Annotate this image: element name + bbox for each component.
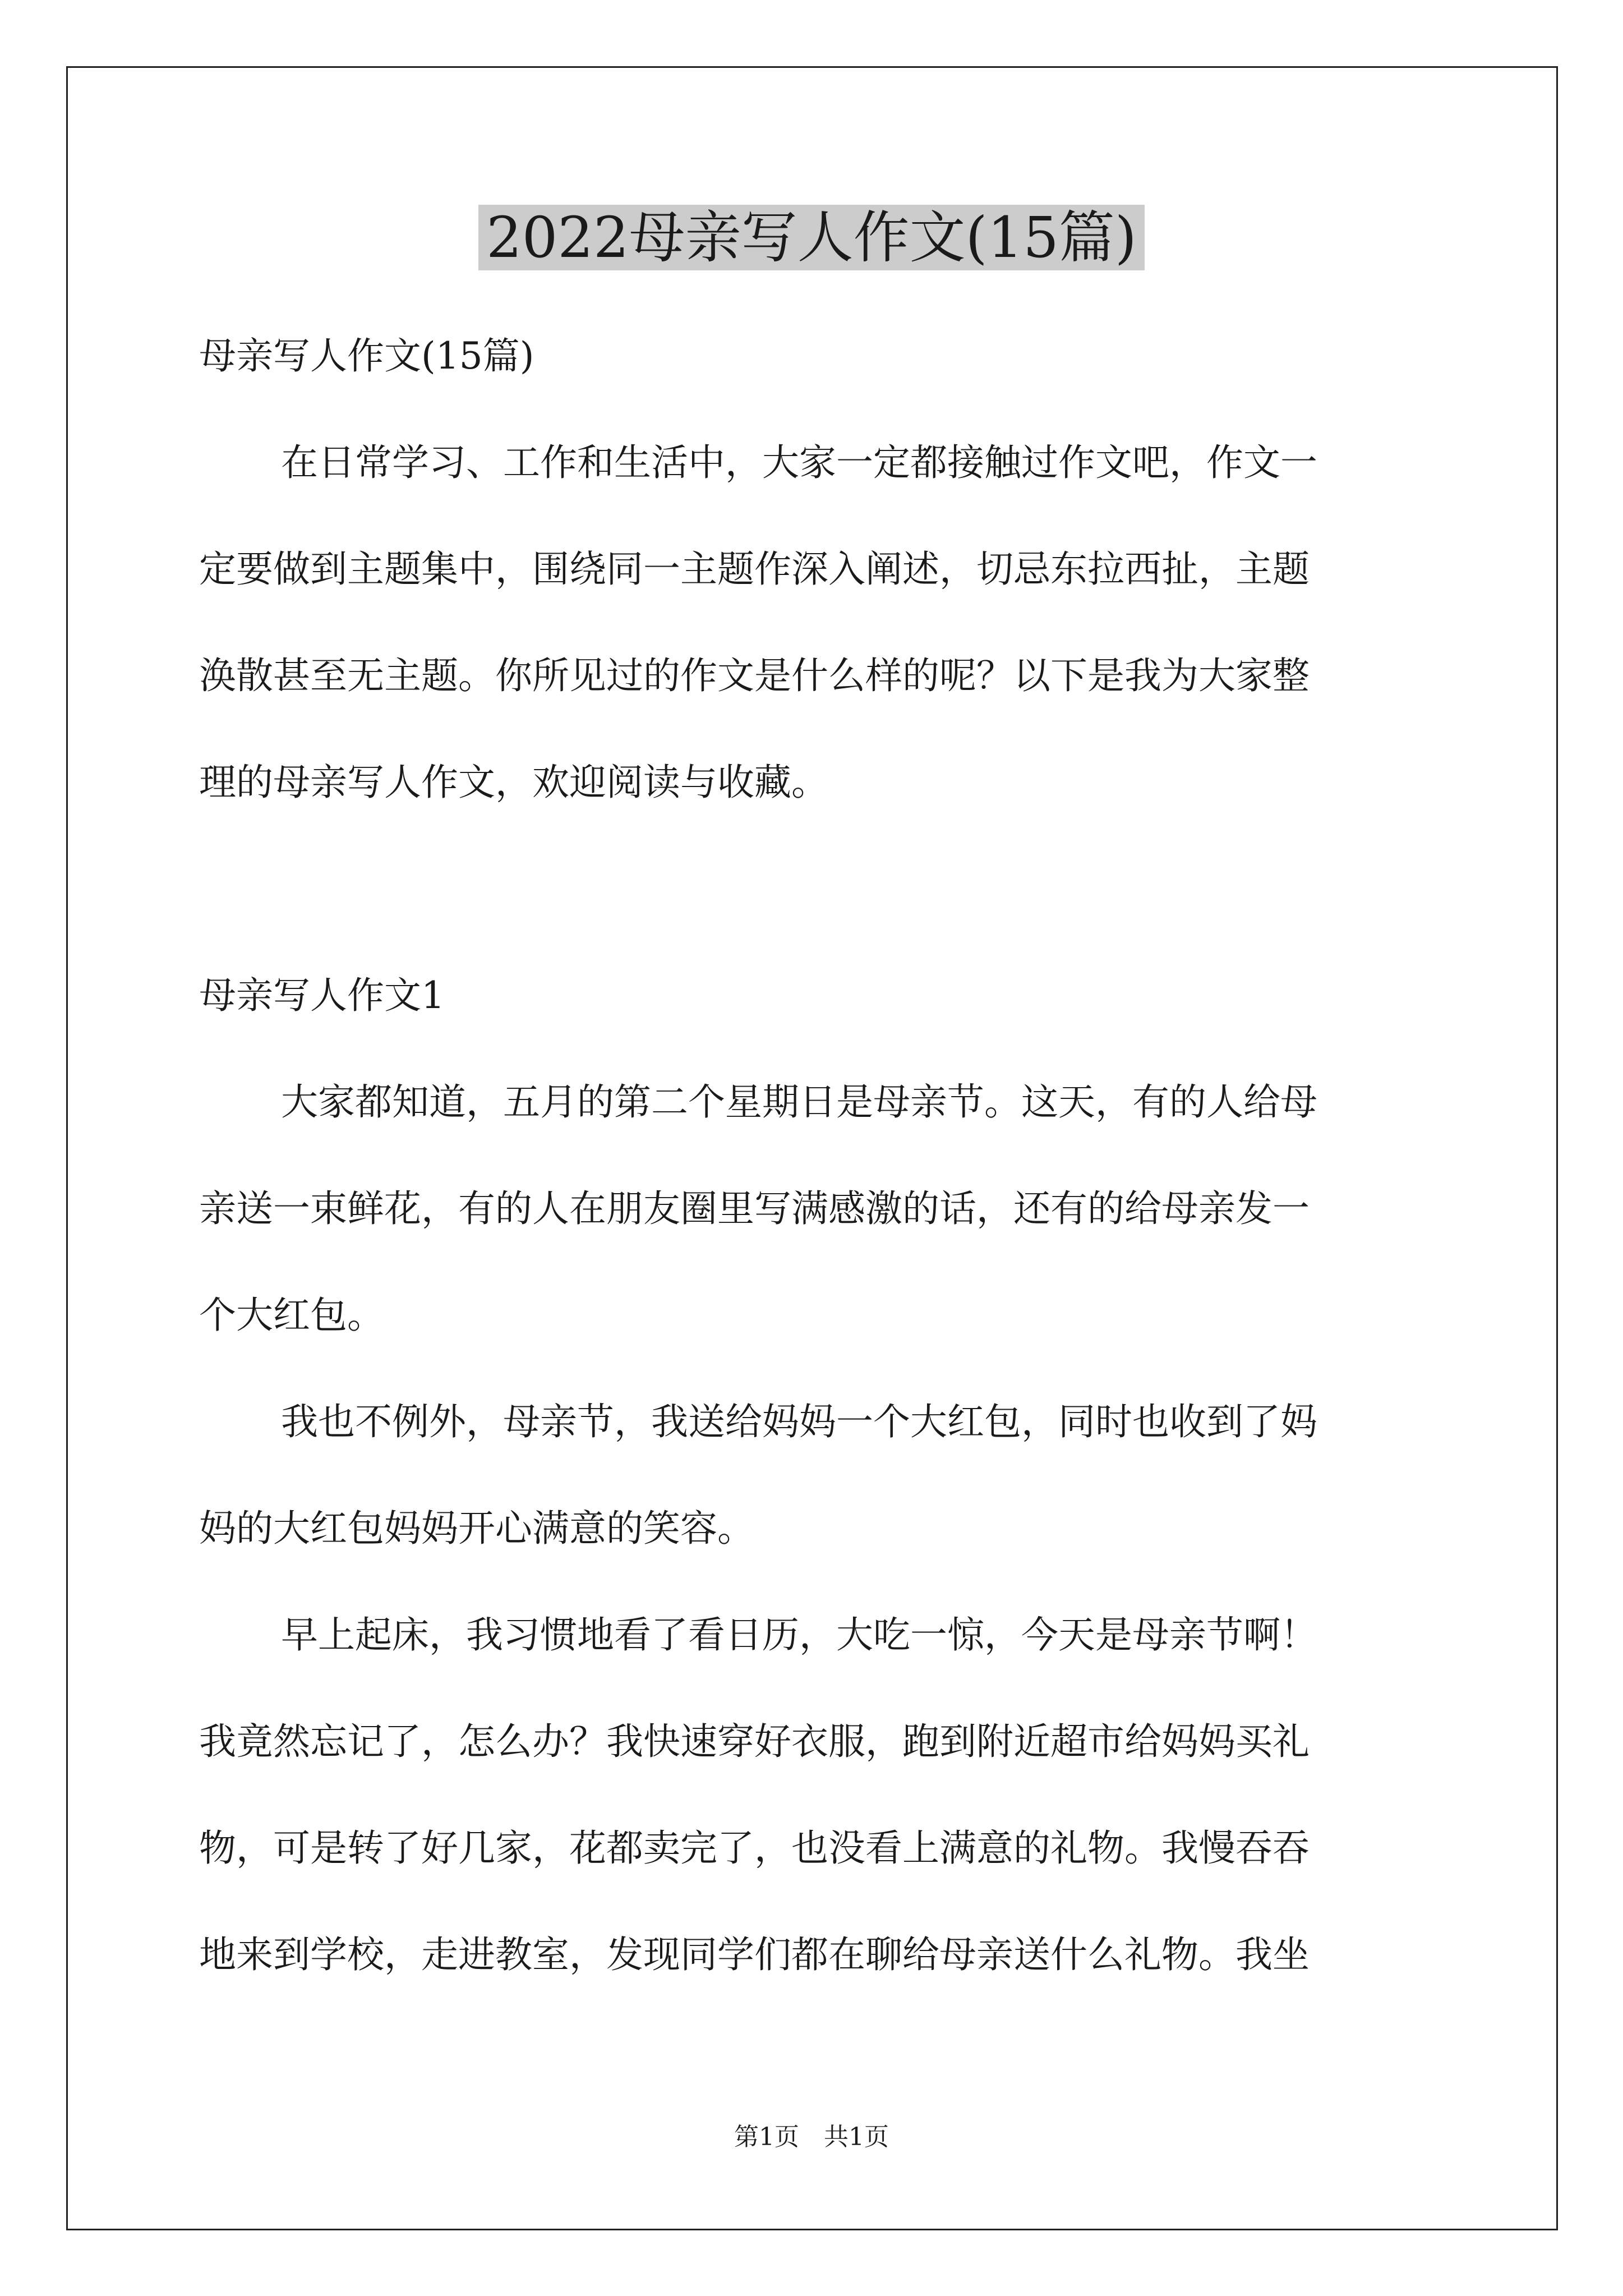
paragraph1-line-1: 大家都知道，五月的第二个星期日是母亲节。这天，有的人给母	[281, 1080, 1317, 1124]
document-body	[199, 303, 1433, 2008]
paragraph3-line-2: 我竟然忘记了，怎么办？我快速穿好衣服，跑到附近超市给妈妈买礼	[199, 1720, 1310, 1763]
paragraph3-line-3: 物，可是转了好几家，花都卖完了，也没看上满意的礼物。我慢吞吞	[199, 1826, 1310, 1870]
paragraph2-line-1: 我也不例外，母亲节，我送给妈妈一个大红包，同时也收到了妈	[281, 1400, 1317, 1443]
paragraph3-line-1: 早上起床，我习惯地看了看日历，大吃一惊，今天是母亲节啊！	[281, 1613, 1317, 1657]
paragraph1-line-2: 亲送一束鲜花，有的人在朋友圈里写满感激的话，还有的给母亲发一	[199, 1187, 1310, 1230]
blank-spacer	[199, 836, 1433, 942]
document-subtitle: 母亲写人作文(15篇)	[199, 334, 534, 378]
intro-line-2: 定要做到主题集中，围绕同一主题作深入阐述，切忌东拉西扯，主题	[199, 547, 1310, 591]
intro-line-3: 涣散甚至无主题。你所见过的作文是什么样的呢？以下是我为大家整	[199, 654, 1310, 697]
paragraph1-line-3: 个大红包。	[199, 1294, 384, 1337]
page-footer: 第1页 共1页	[734, 2123, 889, 2151]
paragraph2-line-2: 妈的大红包妈妈开心满意的笑容。	[199, 1507, 754, 1550]
section-heading: 母亲写人作文1	[199, 974, 445, 1017]
document-title-text: 2022母亲写人作文(15篇)	[478, 205, 1145, 270]
paragraph3-line-4: 地来到学校，走进教室，发现同学们都在聊给母亲送什么礼物。我坐	[199, 1933, 1310, 1976]
intro-line-1: 在日常学习、工作和生活中，大家一定都接触过作文吧，作文一	[281, 441, 1317, 484]
intro-line-4: 理的母亲写人作文，欢迎阅读与收藏。	[199, 761, 828, 804]
document-title	[0, 199, 1623, 277]
